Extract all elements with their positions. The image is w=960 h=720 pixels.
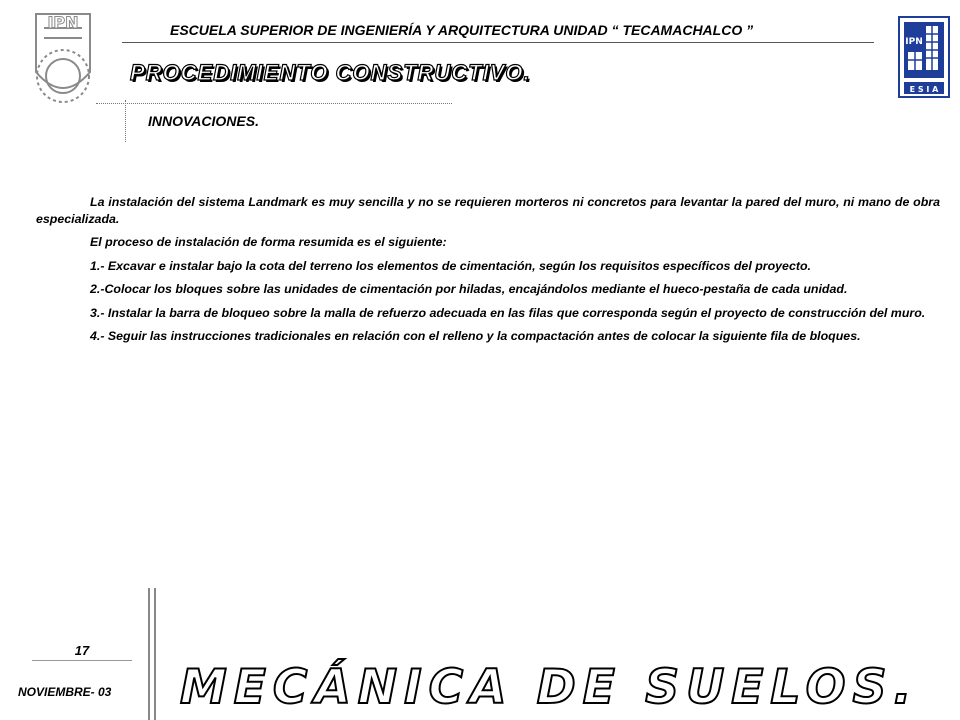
page-number: 17 — [74, 643, 90, 658]
paragraph-intro: La instalación del sistema Landmark es muy sencilla y no se requieren morteros ni concretos para levantar la pared del muro, ni mano de obra especializada. — [36, 195, 940, 226]
paragraph-step-1: 1.- Excavar e instalar bajo la cota del terreno los elementos de cimentación, según los requisitos específicos del proyecto. — [90, 258, 811, 273]
paragraph-step-4: 4.- Seguir las instrucciones tradicionales en relación con el relleno y la compactación antes de colocar la siguiente fila de bloques. — [90, 329, 861, 343]
header-rule — [122, 42, 874, 43]
course-title: MECÁNICA DE SUELOS. — [180, 660, 919, 715]
paragraph-process-intro: El proceso de instalación de forma resumida es el siguiente: — [90, 235, 447, 249]
title-dotted-rule — [96, 103, 452, 104]
title-dotted-divider — [125, 100, 126, 142]
ipn-logo-text: IPN — [47, 13, 79, 32]
esia-logo — [898, 16, 950, 98]
footer-date: NOVIEMBRE- 03 — [18, 685, 112, 699]
body-text — [36, 194, 940, 352]
subsection-title: INNOVACIONES. — [148, 113, 259, 129]
footer-rule — [32, 660, 132, 661]
section-title: PROCEDIMIENTO CONSTRUCTIVO. — [130, 60, 531, 85]
ipn-logo — [22, 8, 104, 114]
esia-logo-ipn-text: IPN — [905, 37, 923, 47]
paragraph-step-3: 3.- Instalar la barra de bloqueo sobre la malla de refuerzo adecuada en las filas que corresponda según el proyecto de construcción del muro. — [90, 305, 926, 320]
paragraph-step-2: 2.-Colocar los bloques sobre las unidades de cimentación por hiladas, encajándolos mediante el hueco-pestaña de cada unidad. — [90, 282, 848, 296]
esia-logo-label: E S I A — [909, 85, 939, 94]
footer-divider-left — [148, 588, 150, 720]
school-name: ESCUELA SUPERIOR DE INGENIERÍA Y ARQUITECTURA UNIDAD “ TECAMACHALCO ” — [170, 22, 754, 38]
footer-divider-right — [154, 588, 156, 720]
